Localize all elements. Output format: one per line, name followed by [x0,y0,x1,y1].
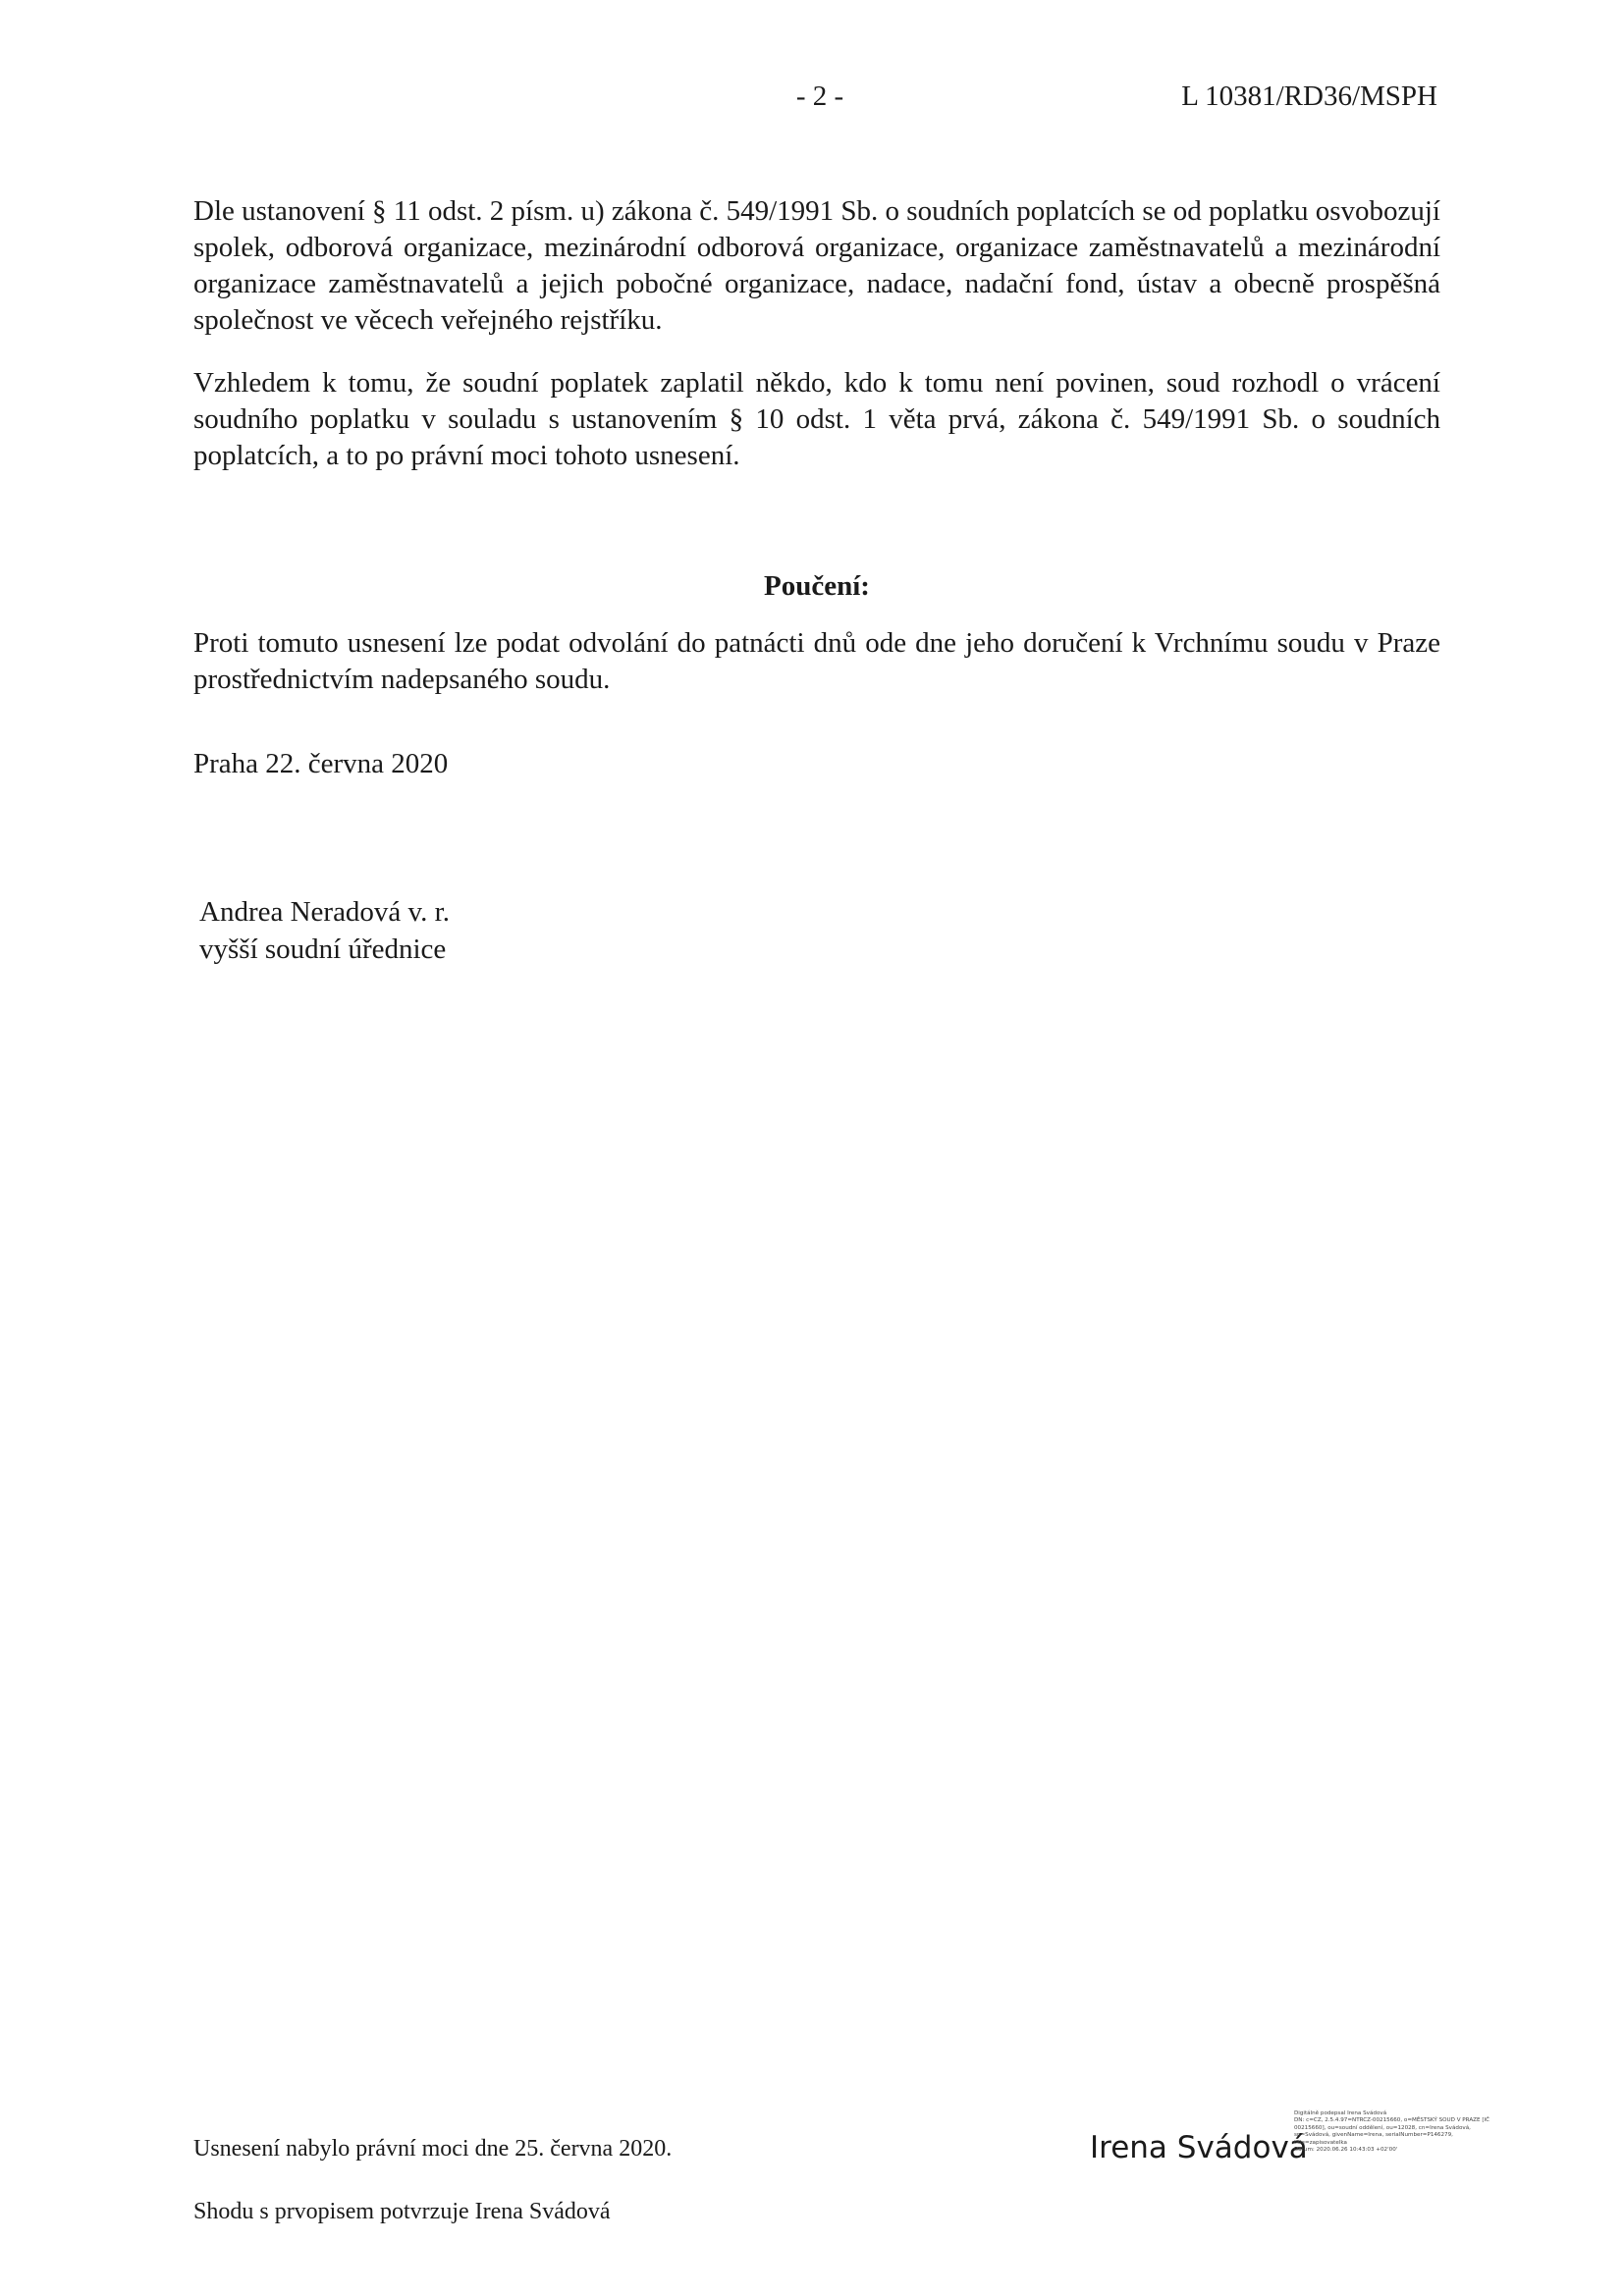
page-number: - 2 - [795,80,844,112]
certification-note: Shodu s prvopisem potvrzuje Irena Svádová [193,2199,611,2224]
esig-name: Irena Svádová [1090,2130,1308,2165]
esig-detail-line: title=zapisovatelka [1294,2139,1347,2146]
esig-detail-line: Datum: 2020.06.26 10:43:03 +02'00' [1294,2147,1398,2154]
signer-name: Andrea Neradová v. r. [199,896,450,928]
esig-detail-line: sn=Svádová, givenName=Irena, serialNumber=P146279, [1294,2132,1453,2139]
signer-title: vyšší soudní úřednice [199,934,447,965]
paragraph-fee-exemption: Dle ustanovení § 11 odst. 2 písm. u) zákona č. 549/1991 Sb. o soudních poplatcích se od poplatku osvobozují spolek, odborová organizace, mezinárodní odborová organizace, organizace zaměstnavatelů a mezinárodní organizace zaměstnavatelů a jejich pobočné organizace, nadace, nadační fond, ústav a obecně prospěšná společnost ve věcech veřejného rejstříku. [193,195,1440,336]
instruction-heading: Poučení: [764,570,870,602]
document-reference: L 10381/RD36/MSPH [1181,80,1437,112]
paragraph-fee-refund: Vzhledem k tomu, že soudní poplatek zaplatil někdo, kdo k tomu není povinen, soud rozhodl o vrácení soudního poplatku v souladu s ustanovením § 10 odst. 1 věta prvá, zákona č. 549/1991 Sb. o soudních poplatcích, a to po právní moci tohoto usnesení. [193,367,1440,471]
electronic-signature [1090,2110,1502,2185]
esig-details [1294,2110,1502,2154]
esig-detail-line: DN: c=CZ, 2.5.4.97=NTRCZ-00215660, o=MĚSTSKÝ SOUD V PRAZE [IČ [1294,2117,1490,2124]
date-place: Praha 22. června 2020 [193,748,449,779]
esig-detail-line: 00215660], ou=soudní oddělení, ou=12028, cn=Irena Svádová, [1294,2124,1471,2131]
legal-force-note: Usnesení nabylo právní moci dne 25. června 2020. [193,2136,673,2162]
paragraph-appeal-instruction: Proti tomuto usnesení lze podat odvolání do patnácti dnů ode dne jeho doručení k Vrchnímu soudu v Praze prostřednictvím nadepsaného soudu. [193,627,1440,695]
esig-detail-line: Digitálně podepsal Irena Svádová [1294,2110,1387,2116]
